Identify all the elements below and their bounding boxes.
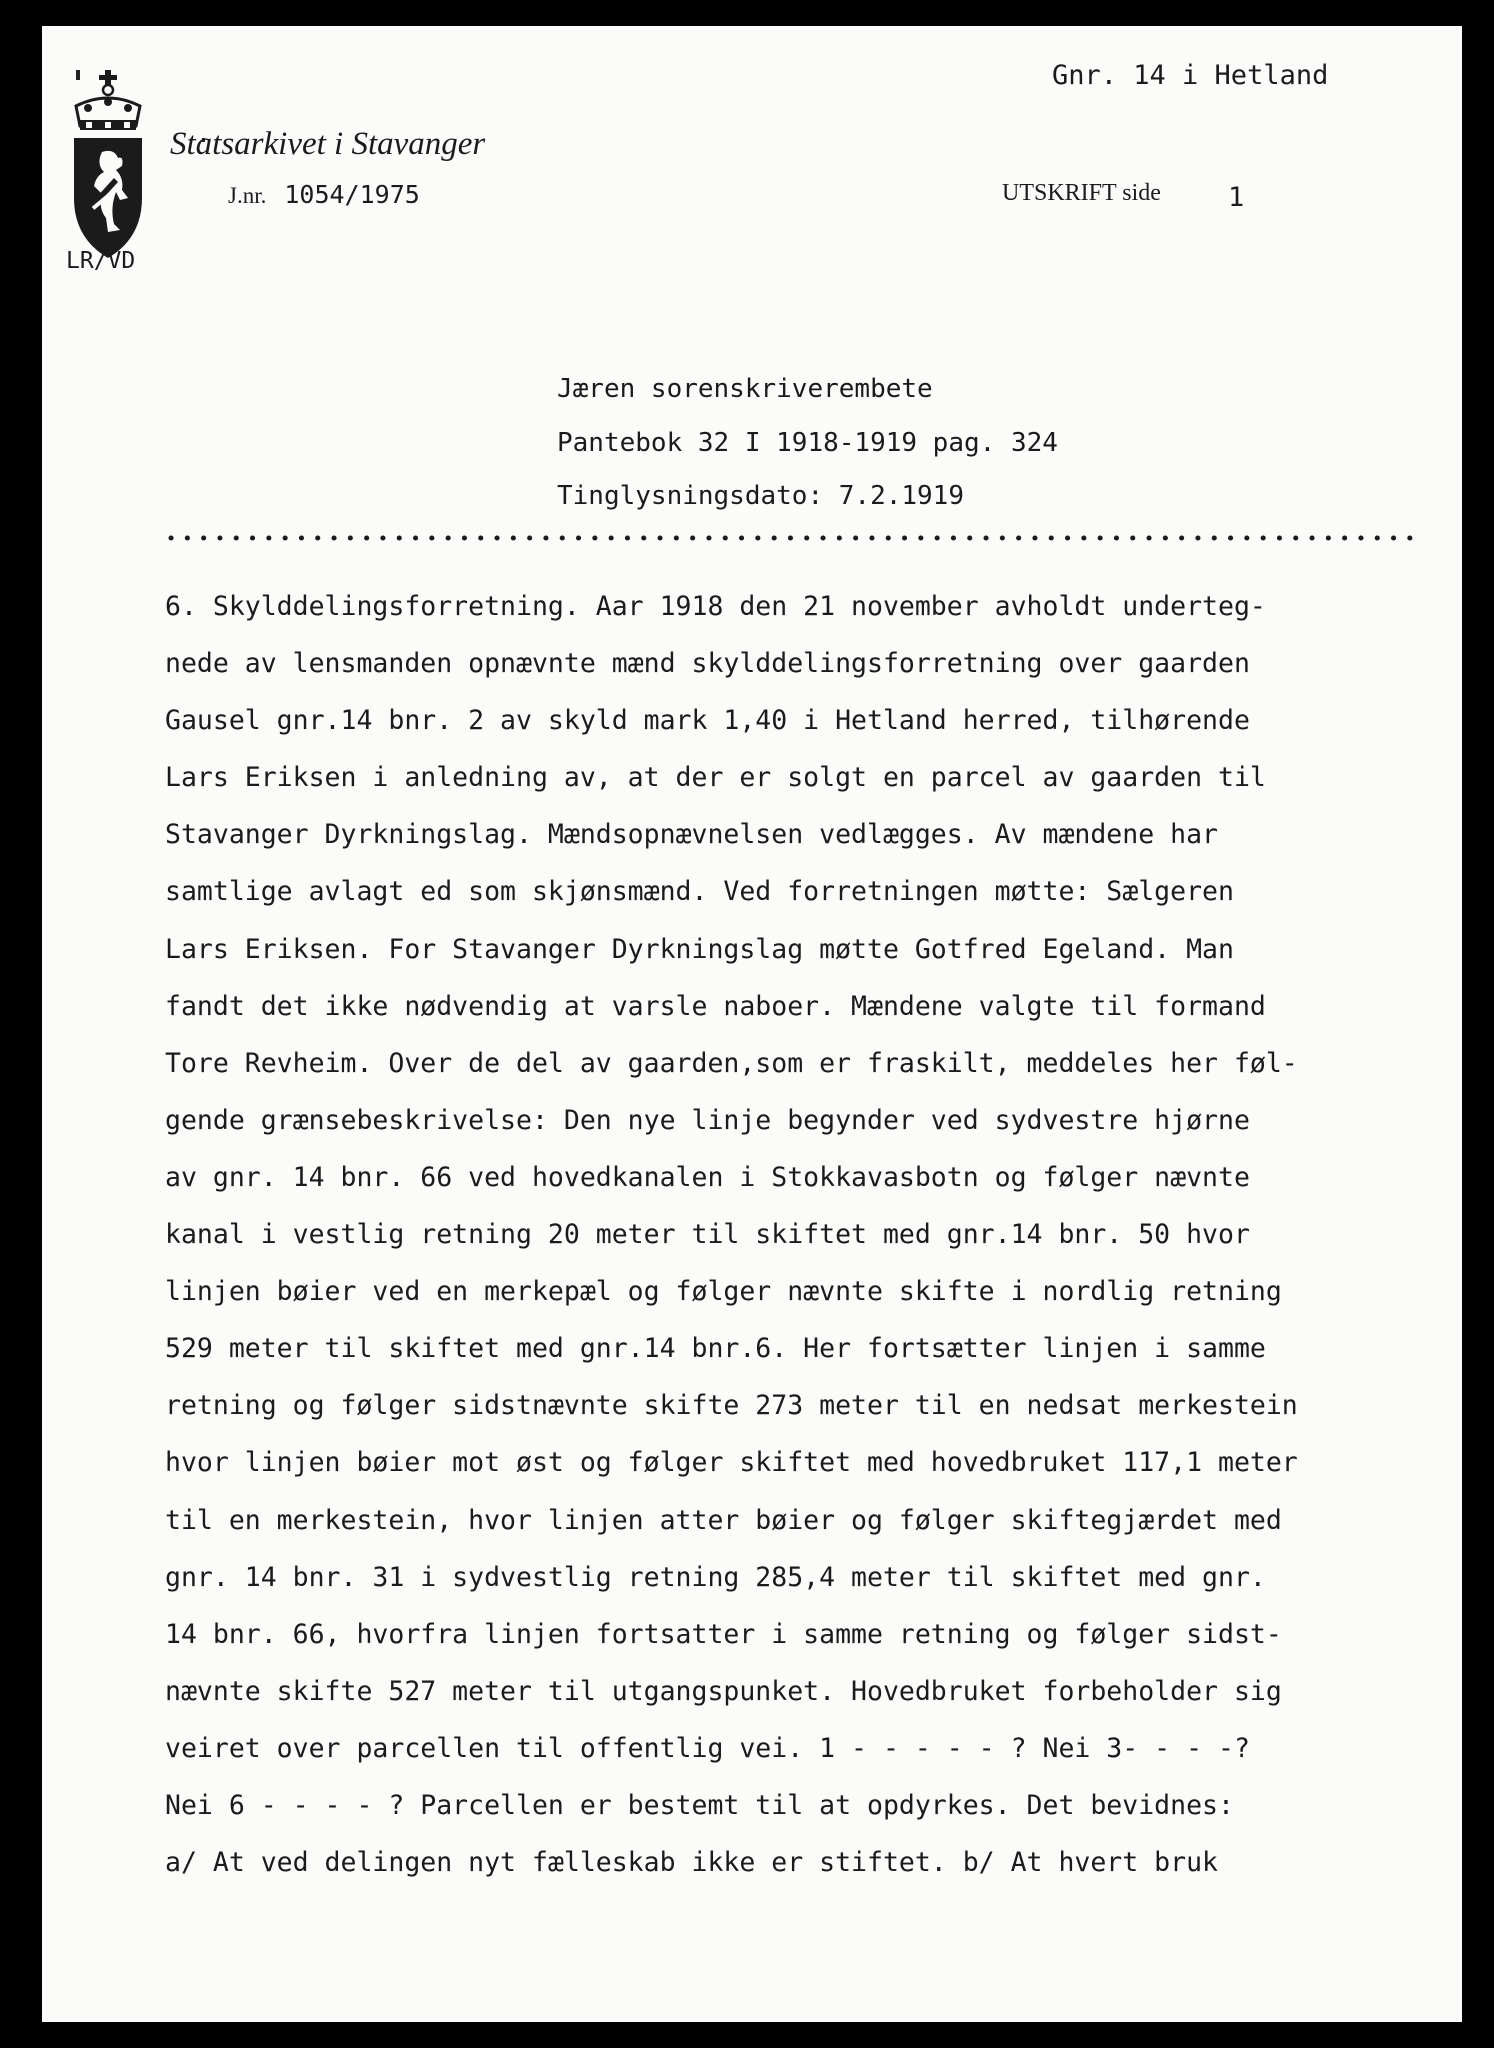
document-body xyxy=(165,578,1430,1891)
initials: LR/VD xyxy=(66,248,136,274)
body-line: nede av lensmanden opnævnte mænd skylddelingsforretning over gaarden xyxy=(165,648,1250,680)
body-line: gende grænsebeskrivelse: Den nye linje begynder ved sydvestre hjørne xyxy=(165,1104,1250,1136)
body-line: 14 bnr. 66, hvorfra linjen fortsatter i samme retning og følger sidst- xyxy=(165,1618,1282,1650)
body-line: linjen bøier ved en merkepæl og følger nævnte skifte i nordlig retning xyxy=(165,1276,1282,1308)
gnr-reference: Gnr. 14 i Hetland xyxy=(1052,60,1329,91)
coat-of-arms-icon xyxy=(58,68,158,268)
body-line: Stavanger Dyrkningslag. Mændsopnævnelsen vedlægges. Av mændene har xyxy=(165,819,1218,851)
office-name: Jæren sorenskriverembete xyxy=(557,374,933,404)
tinglysning-date: Tinglysningsdato: 7.2.1919 xyxy=(557,481,964,511)
page-number: 1 xyxy=(1228,182,1245,213)
body-line: veiret over parcellen til offentlig vei. 1 - - - - - ? Nei 3- - - -? xyxy=(165,1732,1250,1764)
journal-number xyxy=(228,180,420,209)
pantebok-reference: Pantebok 32 I 1918-1919 pag. 324 xyxy=(557,428,1058,458)
journal-number-value: 1054/1975 xyxy=(284,180,420,209)
body-line: 6. Skylddelingsforretning. Aar 1918 den 21 november avholdt underteg- xyxy=(165,591,1266,622)
archive-name: Statsarkivet i Stavanger xyxy=(170,126,486,162)
body-line: nævnte skifte 527 meter til utgangspunket. Hovedbruket forbeholder sig xyxy=(165,1675,1282,1707)
body-line: retning og følger sidstnævnte skifte 273 meter til en nedsat merkestein xyxy=(165,1390,1298,1422)
body-line: av gnr. 14 bnr. 66 ved hovedkanalen i Stokkavasbotn og følger nævnte xyxy=(165,1161,1250,1193)
body-line: Tore Revheim. Over de del av gaarden,som er fraskilt, meddeles her føl- xyxy=(165,1047,1298,1079)
body-line: til en merkestein, hvor linjen atter bøier og følger skiftegjærdet med xyxy=(165,1504,1282,1536)
body-line: a/ At ved delingen nyt fælleskab ikke er stiftet. b/ At hvert bruk xyxy=(165,1847,1218,1879)
body-line: hvor linjen bøier mot øst og følger skiftet med hovedbruket 117,1 meter xyxy=(165,1447,1298,1479)
body-line: kanal i vestlig retning 20 meter til skiftet med gnr.14 bnr. 50 hvor xyxy=(165,1219,1250,1251)
body-line: gnr. 14 bnr. 31 i sydvestlig retning 285,4 meter til skiftet med gnr. xyxy=(165,1561,1266,1593)
body-line: Nei 6 - - - - ? Parcellen er bestemt til at opdyrkes. Det bevidnes: xyxy=(165,1789,1234,1821)
journal-number-label: J.nr. xyxy=(228,183,267,208)
dotted-separator xyxy=(168,534,1421,542)
body-line: samtlige avlagt ed som skjønsmænd. Ved forretningen møtte: Sælgeren xyxy=(165,876,1234,908)
body-line: fandt det ikke nødvendig at varsle naboer. Mændene valgte til formand xyxy=(165,990,1266,1022)
body-line: Lars Eriksen i anledning av, at der er solgt en parcel av gaarden til xyxy=(165,762,1266,794)
body-line: Gausel gnr.14 bnr. 2 av skyld mark 1,40 i Hetland herred, tilhørende xyxy=(165,705,1250,737)
utskrift-label: UTSKRIFT side xyxy=(1002,180,1161,206)
body-line: 529 meter til skiftet med gnr.14 bnr.6. Her fortsætter linjen i samme xyxy=(165,1333,1266,1365)
body-line: Lars Eriksen. For Stavanger Dyrkningslag møtte Gotfred Egeland. Man xyxy=(165,933,1234,965)
